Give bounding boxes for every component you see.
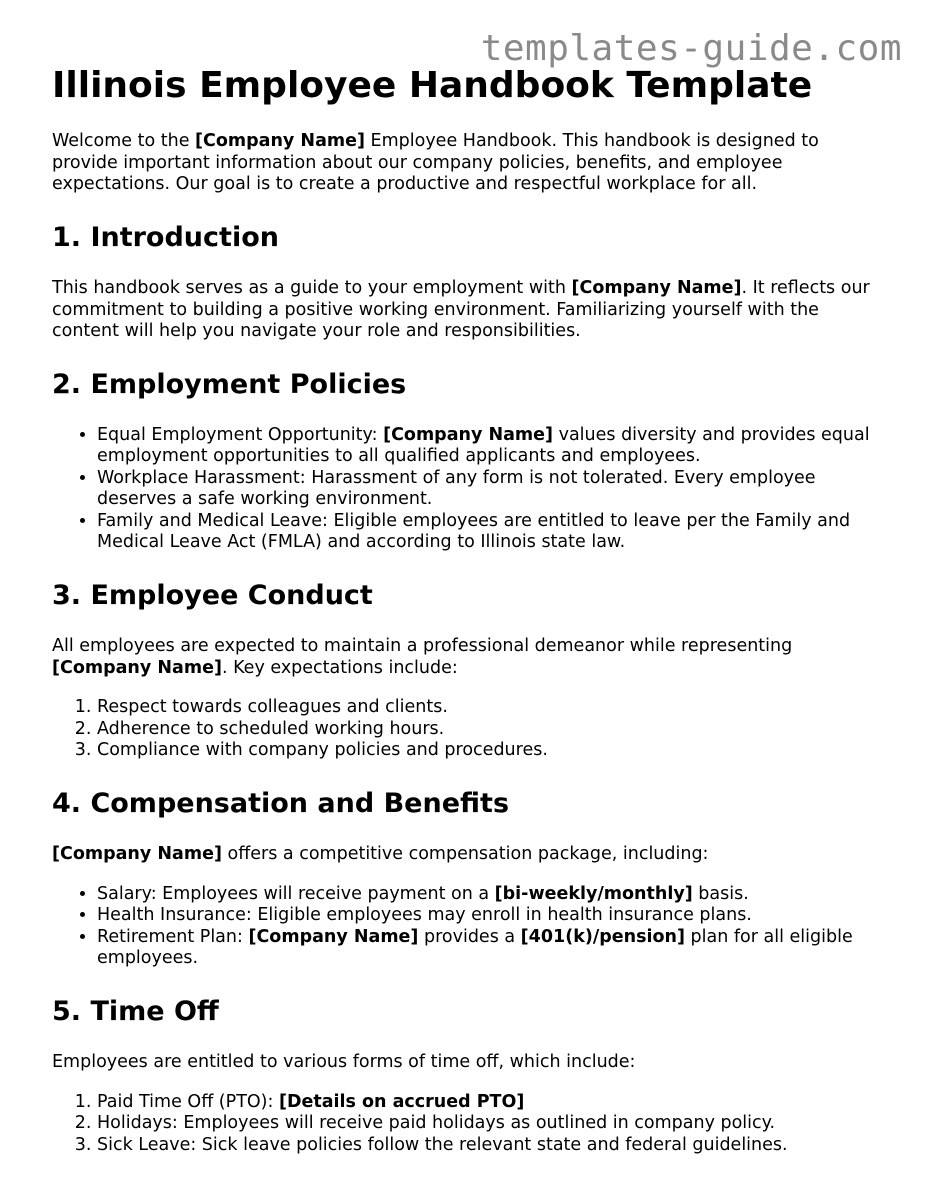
- section-heading-compensation-benefits: 4. Compensation and Benefits: [52, 787, 510, 819]
- list-item: • Equal Employment Opportunity: [Company Name] values diversity and provides equal employment opportunities to all qualified applicants and employees.: [97, 425, 888, 468]
- placeholder-company-name: [Company Name]: [195, 131, 365, 152]
- section-heading-introduction: 1. Introduction: [52, 221, 279, 253]
- conduct-expectations-list: [52, 697, 888, 762]
- list-item: 1. Paid Time Off (PTO): [Details on accrued PTO]: [97, 1092, 888, 1114]
- placeholder-pay-frequency: [bi-weekly/monthly]: [494, 883, 693, 904]
- list-item: • Salary: Employees will receive payment on a [bi-weekly/monthly] basis.: [97, 884, 888, 906]
- list-item: 3. Sick Leave: Sick leave policies follow the relevant state and federal guidelines.: [97, 1135, 888, 1157]
- page-title: Illinois Employee Handbook Template: [52, 65, 813, 106]
- list-item: • Retirement Plan: [Company Name] provides a [401(k)/pension] plan for all eligible employees.: [97, 927, 888, 970]
- placeholder-company-name: [Company Name]: [571, 278, 742, 299]
- time-off-paragraph: Employees are entitled to various forms of time off, which include:: [52, 1052, 636, 1073]
- time-off-list: [52, 1092, 888, 1157]
- document-page: [52, 64, 888, 1174]
- compensation-paragraph: [Company Name] offers a competitive compensation package, including:: [52, 844, 709, 865]
- introduction-paragraph: This handbook serves as a guide to your employment with [Company Name]. It reflects our commitment to building a positive working environment. Familiarizing yourself with the content will help you navigate your role and responsibilities.: [52, 278, 870, 342]
- list-item: 3. Compliance with company policies and procedures.: [97, 740, 888, 762]
- list-item: • Health Insurance: Eligible employees may enroll in health insurance plans.: [97, 905, 888, 927]
- placeholder-company-name: [Company Name]: [52, 657, 222, 678]
- list-item: 1. Respect towards colleagues and clients.: [97, 697, 888, 719]
- section-heading-employment-policies: 2. Employment Policies: [52, 368, 407, 400]
- list-item: 2. Adherence to scheduled working hours.: [97, 719, 888, 741]
- placeholder-pto-details: [Details on accrued PTO]: [278, 1091, 525, 1112]
- list-item: • Family and Medical Leave: Eligible employees are entitled to leave per the Family and Medical Leave Act (FMLA) and according to Illinois state law.: [97, 511, 888, 554]
- section-heading-time-off: 5. Time Off: [52, 995, 219, 1027]
- employee-conduct-paragraph: All employees are expected to maintain a professional demeanor while representing [Company Name]. Key expectations include:: [52, 636, 793, 678]
- intro-paragraph: Welcome to the [Company Name] Employee Handbook. This handbook is designed to provide important information about our company policies, benefits, and employee expectations. Our goal is to create a productive and respectful workplace for all.: [52, 131, 819, 195]
- list-item: • Workplace Harassment: Harassment of any form is not tolerated. Every employee deserves a safe working environment.: [97, 468, 888, 511]
- placeholder-retirement-plan: [401(k)/pension]: [520, 926, 685, 947]
- placeholder-company-name: [Company Name]: [248, 926, 419, 947]
- placeholder-company-name: [Company Name]: [383, 424, 554, 445]
- watermark: templates-guide.com: [480, 28, 902, 69]
- list-item: 2. Holidays: Employees will receive paid holidays as outlined in company policy.: [97, 1113, 888, 1135]
- employment-policies-list: [52, 425, 888, 554]
- benefits-list: [52, 884, 888, 970]
- section-heading-employee-conduct: 3. Employee Conduct: [52, 579, 373, 611]
- placeholder-company-name: [Company Name]: [52, 844, 222, 865]
